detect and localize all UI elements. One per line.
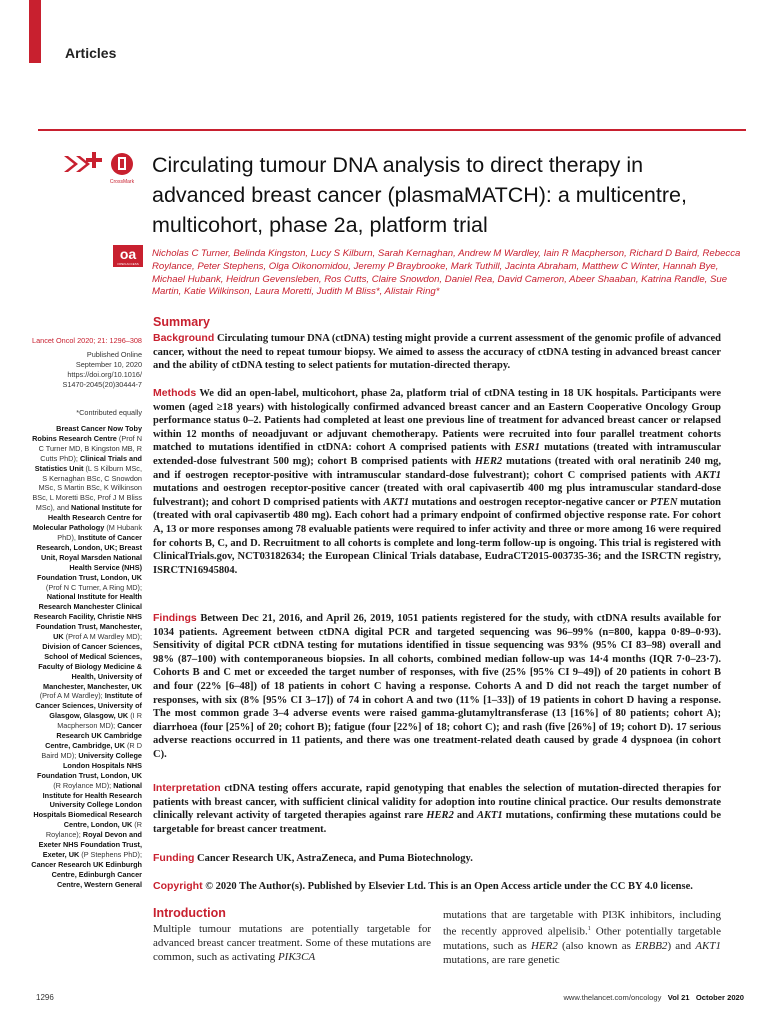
summary-heading: Summary (153, 315, 210, 329)
affiliation-org: Institute of Cancer Research, London, UK; Breast Unit, Royal Marsden National Health Service (NHS) Foundation Trust, London, UK (36, 532, 142, 582)
volume: Vol 21 (667, 993, 690, 1002)
published-date: September 10, 2020 (75, 359, 142, 369)
findings-label: Findings (153, 612, 197, 624)
gene-name: AKT1 (695, 469, 721, 481)
affiliation-org: Institute of Cancer Sciences, University of Glasgow, Glasgow, UK (35, 691, 142, 721)
abstract-interpretation (153, 782, 721, 836)
introduction-text: ) and (667, 939, 696, 952)
background-label: Background (153, 332, 215, 344)
introduction-heading: Introduction (153, 906, 226, 920)
gene-name: ESR1 (514, 442, 540, 454)
methods-text: mutations and oestrogen receptor-positive cancer (treated with oral capivasertib 400 mg plus intramuscular standard-dose fulvestrant); and cohort D comprised patients with (153, 483, 721, 508)
affiliation-people: (Prof N C Turner, A Ring MD); (45, 582, 142, 592)
abstract-methods (153, 387, 721, 577)
affiliation-org: National Institute for Health Research Centre for Molecular Pathology (32, 503, 142, 533)
gene-name: PTEN (650, 496, 678, 508)
gene-name: HER2 (426, 810, 454, 822)
affiliation-people: (M Hubank PhD), (57, 523, 142, 542)
affiliation-people: (I R Macpherson MD); (57, 711, 142, 731)
article-title: Circulating tumour DNA analysis to direct therapy in advanced breast cancer (plasmaMATCH): a multicentre, multicohort, phase 2a, platform trial (152, 153, 687, 237)
abstract-copyright (153, 880, 721, 894)
affiliation-people: (R D Baird MD); (41, 741, 142, 760)
abstract-background (153, 332, 721, 373)
affiliation-org: University College London Hospitals NHS Foundation Trust, London, UK (37, 750, 142, 780)
methods-text: mutations (treated with oral neratinib 240 mg, and if oestrogen receptor-positive with intramuscular standard-dose fulvestrant); cohort C comprised patients with (153, 455, 721, 481)
introduction-text: mutations, are rare genetic (443, 953, 560, 966)
introduction-column-2 (443, 908, 721, 967)
background-text: Circulating tumour DNA (ctDNA) testing might provide a current assessment of the genomic profile of advanced cancer, without the need to repeat tumour biopsy. We aimed to assess the accuracy of ctDNA testing in advanced breast cancer and the ability of ctDNA testing to select patients for mutation-directed therapy. (153, 333, 721, 372)
copyright-text: © 2020 The Author(s). Published by Elsevier Ltd. This is an Open Access article under the CC BY 4.0 license. (205, 881, 693, 892)
copyright-label: Copyright (153, 880, 203, 892)
oa-label: oa (119, 246, 137, 262)
affiliation-org: National Institute for Health Research Manchester Clinical Research Facility, Christie NHS Foundation Trust, Manchester, UK (33, 592, 142, 642)
interpretation-text: mutations, confirming these mutations could be targetable for breast cancer treatment. (153, 810, 721, 835)
affiliation-org: Division of Cancer Sciences, School of Medical Sciences, Faculty of Biology Medicine & Health, University of Manchester, Manchester, UK (38, 641, 142, 691)
journal-url[interactable]: www.thelancet.com/oncology (563, 993, 662, 1002)
crossmark-label: CrossMark (109, 179, 135, 185)
abstract-findings (153, 612, 721, 762)
gene-name: AKT1 (695, 939, 722, 952)
gene-name: AKT1 (383, 496, 410, 508)
affiliation-org: Clinical Trials and Statistics Unit (34, 453, 142, 473)
methods-text: mutations and oestrogen receptor-negative cancer or (409, 496, 651, 508)
affiliation-people: (P Stephens PhD); (81, 849, 142, 859)
gene-name: HER2 (530, 939, 558, 952)
open-access-logo (113, 245, 143, 267)
affiliation-people: (Prof A M Wardley MD); (65, 632, 142, 642)
journal-footer (563, 993, 744, 1002)
author-list[interactable]: Nicholas C Turner, Belinda Kingston, Lucy S Kilburn, Sarah Kernaghan, Andrew M Wardley, Iain R Macpherson, Richard D Baird, Rebecca Roylance, Peter Stephens, Olga Oikonomidou, Jeremy P Braybrooke, Mark Tuthill, Jacinta Abraham, Matthew C Winter, Hannah Bye, Michael Hubank, Heidrun Gevensleben, Ros Cutts, Claire Snowdon, Daniel Rea, David Cameron, Abeer Shaaban, Katrina Randle, Sue Martin, Katie Wilkinson, Laura Moretti, Judith M Bliss*, Alistair Ring* (152, 248, 741, 298)
gene-name: PIK3CA (277, 951, 316, 963)
interpretation-text: ctDNA testing offers accurate, rapid genotyping that enables the selection of mutation-directed therapies for patients with breast cancer, with sufficient clinical validity for adoption into routine clinical practice. Our results demonstrate clinically relevant activity of targeted therapies against rare (153, 783, 721, 822)
introduction-text: mutations that are targetable with PI3K inhibitors, including the recently approved alpelisib. (443, 909, 721, 938)
citation[interactable]: Lancet Oncol 2020; 21: 1296–308 (32, 336, 142, 345)
introduction-column-1 (153, 922, 431, 964)
header-accent-bar (29, 0, 41, 63)
oa-sublabel: OPEN ACCESS (117, 262, 139, 266)
published-online-label: Published Online (86, 349, 142, 359)
gene-name: ERBB2 (635, 939, 668, 952)
interpretation-text: and (453, 810, 477, 822)
introduction-text: (also known as (557, 939, 636, 952)
header-rule (38, 129, 746, 131)
reference-marker[interactable]: 1 (587, 926, 591, 932)
interpretation-label: Interpretation (153, 782, 221, 794)
affiliation-people: (Prof N C Turner MD, B Kingston MB, R Cutts PhD); (38, 433, 142, 463)
funding-text: Cancer Research UK, AstraZeneca, and Puma Biotechnology. (197, 853, 473, 864)
publication-info (30, 336, 142, 390)
affiliation-people: (L S Kilburn MSc, S Kernaghan BSc, C Snowdon MSc, S Martin BSc, K Wilkinson BSc, L Moretti BSc, Prof J M Bliss MSc), and (32, 463, 142, 513)
funding-label: Funding (153, 852, 195, 864)
doi-link[interactable]: https://doi.org/10.1016/ (67, 369, 142, 379)
gene-name: HER2 (474, 455, 503, 467)
affiliation-org: National Institute for Health Research University College London Hospitals Biomedical Research Centre, London, UK (33, 780, 142, 830)
affiliation-org: Cancer Research UK Cambridge Centre, Cambridge, UK (45, 721, 142, 750)
abstract-funding (153, 852, 721, 866)
doi-link-continued[interactable]: S1470-2045(20)30444-7 (62, 379, 142, 389)
methods-text: mutations (treated with intramuscular extended-dose fulvestrant 500 mg); cohort B comprised patients with (153, 442, 721, 467)
contributed-note: *Contributed equally (76, 408, 142, 417)
crossmark-icon (62, 150, 142, 186)
affiliation-org: Royal Devon and Exeter NHS Foundation Trust, Exeter, UK (38, 830, 142, 859)
issue-date: October 2020 (695, 993, 744, 1002)
gene-name: AKT1 (476, 810, 503, 822)
methods-label: Methods (153, 387, 197, 399)
introduction-text: Other potentially targetable mutations, such as (443, 925, 721, 952)
section-label: Articles (65, 45, 117, 61)
crossmark-logo[interactable] (62, 150, 142, 186)
findings-text: Between Dec 21, 2016, and April 26, 2019, 1051 patients registered for the study, with ctDNA results available for 1034 patients. Agreement between ctDNA digital PCR and targeted sequencing was 96–99% (n=800, kappa 0·89–0·93). Sensitivity of digital PCR ctDNA testing for mutations identified in tissue sequencing was 93% (95% CI 83–98) overall and 98% (87–100) with contemporaneous biopsies. In all cohorts, combined median follow-up was 14·4 months (IQR 7·0–23·7). Cohorts B and C met or exceeded the target number of responses, with five (25% [95% CI 9–49]) of 20 patients in cohort B and four (22% [6–48]) of 18 patients in cohort C having a response. Cohorts A and D did not reach the target number of responses, with six (8% [95% CI 3–17]) of 74 in cohort A and two (11% [1–33]) of 19 patients in cohort D having a response. The most common grade 3–4 adverse events were raised gamma-glutamyltransferase (13 [16%] of 80 patients; cohort A); diarrhoea (four [25%] of 20; cohort B); fatigue (four [22%] of 18; cohort C); and rash (five [26%] of 19; cohort D). 17 serious adverse reactions occurred in 11 patients, and there was one treatment-related death caused by grade 4 dyspnoea (in cohort C). (153, 613, 722, 760)
affiliation-people: (R Roylance MD); (53, 780, 112, 790)
affiliation-org: Cancer Research UK Edinburgh Centre, Edinburgh Cancer Centre, Western General (31, 859, 142, 889)
affiliation-people: (Prof A M Wardley); (39, 691, 103, 701)
introduction-text: Multiple tumour mutations are potentially targetable for advanced breast cancer treatment. Some of these mutations are common, such as activating (153, 923, 431, 963)
affiliations (30, 424, 142, 890)
page-number: 1296 (36, 993, 54, 1002)
methods-text: We did an open-label, multicohort, phase 2a, platform trial of ctDNA testing in 18 UK hospitals. Participants were women (aged ≥18 years) with histologically confirmed advanced breast cancer and an Eastern Cooperative Oncology Group performance status 0–2. Patients had completed at least one previous line of treatment for advanced breast cancer or relapsed within 12 months of neoadjuvant or adjuvant chemotherapy. Patients were recruited into four parallel treatment cohorts matched to mutations identified in ctDNA: cohort A comprised patients with (153, 388, 722, 454)
affiliation-org: Breast Cancer Now Toby Robins Research Centre (32, 424, 142, 443)
affiliation-people: (R Roylance); (45, 820, 142, 840)
methods-text: mutation (treated with oral capivasertib 480 mg). Each cohort had a primary endpoint of confirmed objective response rate. For cohort A, 13 or more responses among 78 evaluable patients were required to infer activity and three or more among 16 were required for cohorts B, C, and D. Recruitment to all cohorts is complete and long-term follow-up is ongoing. This trial is registered with ClinicalTrials.gov, NCT03182634; the European Clinical Trials database, EudraCT2015-003735-36; and the ISRCTN registry, ISRCTN16945804. (153, 496, 721, 576)
